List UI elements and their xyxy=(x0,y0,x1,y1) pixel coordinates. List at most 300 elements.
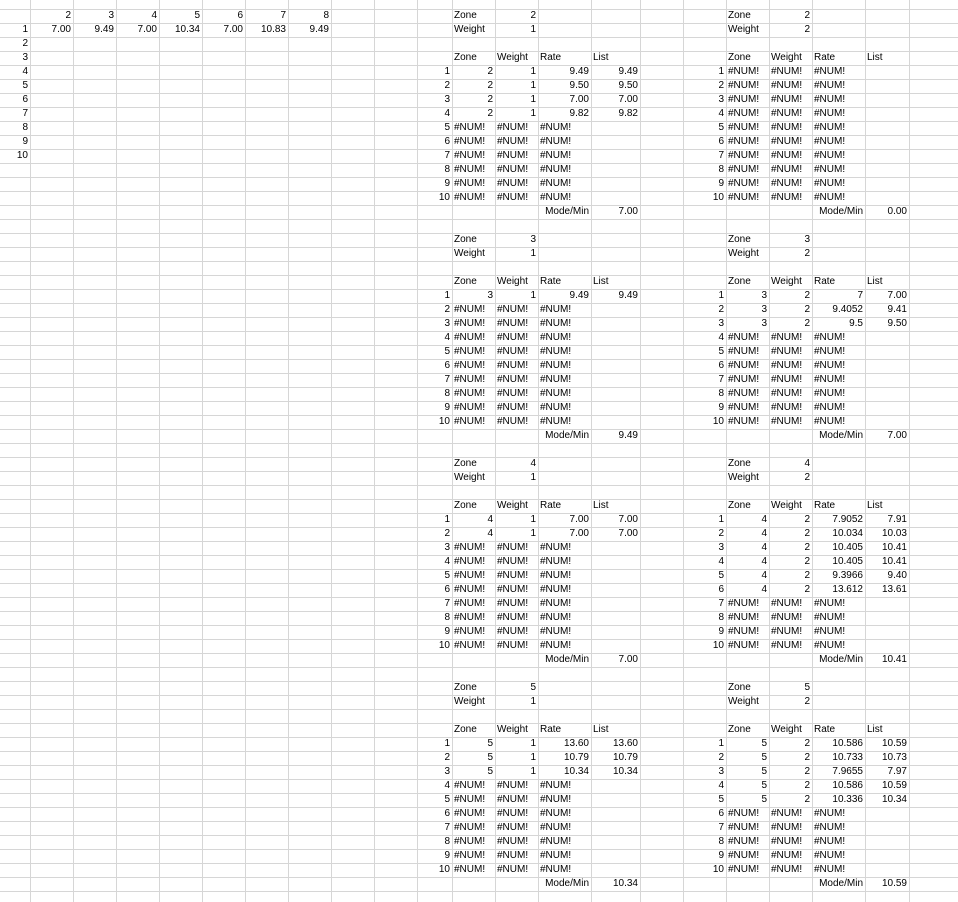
zone-cell[interactable]: #NUM! xyxy=(728,808,760,819)
row-index-cell[interactable]: 8 xyxy=(444,612,450,623)
row-index-cell[interactable]: 2 xyxy=(718,80,724,91)
weight-cell[interactable]: #NUM! xyxy=(771,80,803,91)
mode-min-label[interactable]: Mode/Min xyxy=(819,206,863,217)
zone-cell[interactable]: 4 xyxy=(487,514,493,525)
zone-cell[interactable]: #NUM! xyxy=(728,80,760,91)
rate-cell[interactable]: #NUM! xyxy=(540,822,572,833)
zone-cell[interactable]: #NUM! xyxy=(454,584,486,595)
rate-cell[interactable]: 7.00 xyxy=(569,528,589,539)
list-cell[interactable]: 9.50 xyxy=(618,80,638,91)
zone-cell[interactable]: #NUM! xyxy=(728,402,760,413)
rate-cell[interactable]: 7 xyxy=(857,290,863,301)
row-index-cell[interactable]: 5 xyxy=(718,794,724,805)
row-index-cell[interactable]: 10 xyxy=(438,640,450,651)
zone-cell[interactable]: #NUM! xyxy=(728,94,760,105)
rate-cell[interactable]: #NUM! xyxy=(814,640,846,651)
list-cell[interactable]: 7.91 xyxy=(887,514,907,525)
rate-cell[interactable]: #NUM! xyxy=(814,122,846,133)
rate-cell[interactable]: #NUM! xyxy=(540,556,572,567)
header-cell[interactable]: 2 xyxy=(65,10,71,21)
row-index-cell[interactable]: 8 xyxy=(718,836,724,847)
zone-label[interactable]: Zone xyxy=(728,458,751,469)
list-cell[interactable]: 9.41 xyxy=(887,304,907,315)
zone-cell[interactable]: #NUM! xyxy=(728,150,760,161)
rate-cell[interactable]: #NUM! xyxy=(814,80,846,91)
zone-cell[interactable]: #NUM! xyxy=(728,836,760,847)
row-index-cell[interactable]: 2 xyxy=(718,752,724,763)
list-cell[interactable]: 10.73 xyxy=(881,752,907,763)
weight-cell[interactable]: 2 xyxy=(804,766,810,777)
zone-cell[interactable]: #NUM! xyxy=(454,304,486,315)
list-cell[interactable]: 10.41 xyxy=(881,556,907,567)
weight-cell[interactable]: #NUM! xyxy=(497,794,529,805)
weight-cell[interactable]: 2 xyxy=(804,304,810,315)
weight-value[interactable]: 2 xyxy=(804,696,810,707)
row-index-cell[interactable]: 9 xyxy=(718,626,724,637)
row-index-cell[interactable]: 9 xyxy=(718,178,724,189)
weight-cell[interactable]: #NUM! xyxy=(771,122,803,133)
rate-cell[interactable]: 9.5 xyxy=(849,318,863,329)
zone-cell[interactable]: #NUM! xyxy=(454,150,486,161)
zone-cell[interactable]: #NUM! xyxy=(728,850,760,861)
weight-cell[interactable]: #NUM! xyxy=(771,626,803,637)
weight-cell[interactable]: #NUM! xyxy=(497,360,529,371)
zone-cell[interactable]: #NUM! xyxy=(454,598,486,609)
mode-min-value[interactable]: 7.00 xyxy=(887,430,907,441)
row-index-cell[interactable]: 10 xyxy=(712,640,724,651)
rate-cell[interactable]: 10.733 xyxy=(832,752,863,763)
weight-cell[interactable]: #NUM! xyxy=(771,598,803,609)
rate-cell[interactable]: #NUM! xyxy=(814,612,846,623)
weight-cell[interactable]: #NUM! xyxy=(497,178,529,189)
zone-cell[interactable]: #NUM! xyxy=(454,332,486,343)
mode-min-value[interactable]: 10.59 xyxy=(881,878,907,889)
row-index-cell[interactable]: 6 xyxy=(444,808,450,819)
zone-cell[interactable]: 5 xyxy=(761,780,767,791)
zone-cell[interactable]: #NUM! xyxy=(454,192,486,203)
weight-cell[interactable]: #NUM! xyxy=(771,850,803,861)
rate-cell[interactable]: #NUM! xyxy=(814,374,846,385)
zone-cell[interactable]: 2 xyxy=(487,80,493,91)
weight-cell[interactable]: #NUM! xyxy=(771,178,803,189)
row-index-cell[interactable]: 1 xyxy=(718,66,724,77)
weight-cell[interactable]: #NUM! xyxy=(771,346,803,357)
zone-column-header[interactable]: Zone xyxy=(728,500,751,511)
mode-min-label[interactable]: Mode/Min xyxy=(545,430,589,441)
zone-cell[interactable]: #NUM! xyxy=(728,598,760,609)
mode-min-label[interactable]: Mode/Min xyxy=(545,878,589,889)
row-index-cell[interactable]: 10 xyxy=(438,416,450,427)
zone-cell[interactable]: #NUM! xyxy=(454,178,486,189)
weight-cell[interactable]: #NUM! xyxy=(497,626,529,637)
row-number-cell[interactable]: 7 xyxy=(22,108,28,119)
zone-cell[interactable]: #NUM! xyxy=(454,836,486,847)
weight-cell[interactable]: #NUM! xyxy=(771,640,803,651)
zone-cell[interactable]: #NUM! xyxy=(728,822,760,833)
list-cell[interactable]: 10.59 xyxy=(881,780,907,791)
zone-label[interactable]: Zone xyxy=(454,234,477,245)
weight-cell[interactable]: #NUM! xyxy=(497,136,529,147)
row-index-cell[interactable]: 10 xyxy=(438,864,450,875)
weight-column-header[interactable]: Weight xyxy=(497,500,528,511)
value-cell[interactable]: 10.83 xyxy=(260,24,286,35)
weight-cell[interactable]: #NUM! xyxy=(497,150,529,161)
rate-cell[interactable]: #NUM! xyxy=(540,542,572,553)
zone-cell[interactable]: 3 xyxy=(487,290,493,301)
weight-cell[interactable]: #NUM! xyxy=(771,150,803,161)
rate-cell[interactable]: 10.79 xyxy=(563,752,589,763)
weight-column-header[interactable]: Weight xyxy=(497,276,528,287)
rate-cell[interactable]: 7.00 xyxy=(569,94,589,105)
rate-cell[interactable]: #NUM! xyxy=(540,360,572,371)
weight-cell[interactable]: #NUM! xyxy=(497,542,529,553)
weight-cell[interactable]: #NUM! xyxy=(771,360,803,371)
rate-cell[interactable]: #NUM! xyxy=(814,598,846,609)
list-cell[interactable]: 7.97 xyxy=(887,766,907,777)
zone-cell[interactable]: #NUM! xyxy=(454,570,486,581)
rate-cell[interactable]: #NUM! xyxy=(814,808,846,819)
row-number-cell[interactable]: 2 xyxy=(22,38,28,49)
weight-cell[interactable]: #NUM! xyxy=(771,822,803,833)
rate-cell[interactable]: 9.49 xyxy=(569,290,589,301)
mode-min-label[interactable]: Mode/Min xyxy=(819,654,863,665)
list-cell[interactable]: 10.59 xyxy=(881,738,907,749)
rate-cell[interactable]: #NUM! xyxy=(540,864,572,875)
weight-cell[interactable]: #NUM! xyxy=(771,66,803,77)
list-cell[interactable]: 7.00 xyxy=(618,94,638,105)
mode-min-label[interactable]: Mode/Min xyxy=(819,878,863,889)
row-index-cell[interactable]: 6 xyxy=(718,808,724,819)
list-cell[interactable]: 7.00 xyxy=(887,290,907,301)
weight-cell[interactable]: #NUM! xyxy=(497,584,529,595)
row-index-cell[interactable]: 6 xyxy=(444,584,450,595)
row-index-cell[interactable]: 8 xyxy=(718,164,724,175)
zone-cell[interactable]: #NUM! xyxy=(454,402,486,413)
weight-cell[interactable]: #NUM! xyxy=(771,374,803,385)
row-index-cell[interactable]: 9 xyxy=(444,402,450,413)
header-cell[interactable]: 5 xyxy=(194,10,200,21)
rate-cell[interactable]: 9.49 xyxy=(569,66,589,77)
zone-cell[interactable]: 4 xyxy=(761,556,767,567)
row-index-cell[interactable]: 6 xyxy=(718,584,724,595)
rate-cell[interactable]: #NUM! xyxy=(540,150,572,161)
zone-label[interactable]: Zone xyxy=(728,234,751,245)
row-index-cell[interactable]: 10 xyxy=(712,864,724,875)
rate-cell[interactable]: #NUM! xyxy=(814,360,846,371)
row-index-cell[interactable]: 3 xyxy=(718,766,724,777)
weight-cell[interactable]: 1 xyxy=(530,766,536,777)
rate-column-header[interactable]: Rate xyxy=(540,276,562,287)
row-index-cell[interactable]: 3 xyxy=(718,318,724,329)
row-index-cell[interactable]: 2 xyxy=(444,80,450,91)
row-index-cell[interactable]: 4 xyxy=(718,556,724,567)
list-column-header[interactable]: List xyxy=(867,52,883,63)
rate-cell[interactable]: #NUM! xyxy=(814,836,846,847)
value-cell[interactable]: 10.34 xyxy=(174,24,200,35)
row-index-cell[interactable]: 1 xyxy=(718,290,724,301)
weight-cell[interactable]: 1 xyxy=(530,738,536,749)
row-index-cell[interactable]: 7 xyxy=(718,150,724,161)
zone-cell[interactable]: #NUM! xyxy=(728,612,760,623)
row-index-cell[interactable]: 9 xyxy=(444,626,450,637)
row-index-cell[interactable]: 9 xyxy=(718,402,724,413)
weight-label[interactable]: Weight xyxy=(454,696,485,707)
row-index-cell[interactable]: 1 xyxy=(718,514,724,525)
zone-cell[interactable]: #NUM! xyxy=(454,416,486,427)
rate-cell[interactable]: #NUM! xyxy=(540,598,572,609)
zone-cell[interactable]: #NUM! xyxy=(454,822,486,833)
list-cell[interactable]: 9.40 xyxy=(887,570,907,581)
row-number-cell[interactable]: 6 xyxy=(22,94,28,105)
row-index-cell[interactable]: 4 xyxy=(718,108,724,119)
zone-cell[interactable]: #NUM! xyxy=(728,626,760,637)
row-index-cell[interactable]: 3 xyxy=(444,318,450,329)
weight-cell[interactable]: #NUM! xyxy=(497,416,529,427)
weight-cell[interactable]: #NUM! xyxy=(771,402,803,413)
weight-cell[interactable]: #NUM! xyxy=(771,332,803,343)
row-index-cell[interactable]: 3 xyxy=(444,542,450,553)
zone-column-header[interactable]: Zone xyxy=(454,276,477,287)
weight-cell[interactable]: 2 xyxy=(804,542,810,553)
weight-cell[interactable]: #NUM! xyxy=(771,808,803,819)
weight-label[interactable]: Weight xyxy=(728,248,759,259)
zone-label[interactable]: Zone xyxy=(454,458,477,469)
row-index-cell[interactable]: 1 xyxy=(444,738,450,749)
value-cell[interactable]: 7.00 xyxy=(223,24,243,35)
rate-column-header[interactable]: Rate xyxy=(540,52,562,63)
rate-cell[interactable]: #NUM! xyxy=(814,150,846,161)
row-index-cell[interactable]: 2 xyxy=(444,528,450,539)
weight-cell[interactable]: #NUM! xyxy=(497,402,529,413)
row-number-cell[interactable]: 5 xyxy=(22,80,28,91)
zone-cell[interactable]: 5 xyxy=(487,766,493,777)
weight-cell[interactable]: #NUM! xyxy=(771,136,803,147)
row-index-cell[interactable]: 8 xyxy=(718,612,724,623)
weight-cell[interactable]: #NUM! xyxy=(497,640,529,651)
weight-cell[interactable]: #NUM! xyxy=(771,416,803,427)
rate-cell[interactable]: #NUM! xyxy=(814,178,846,189)
rate-cell[interactable]: 10.405 xyxy=(832,542,863,553)
zone-cell[interactable]: 4 xyxy=(761,542,767,553)
rate-cell[interactable]: #NUM! xyxy=(814,388,846,399)
zone-cell[interactable]: #NUM! xyxy=(728,864,760,875)
rate-cell[interactable]: 9.3966 xyxy=(832,570,863,581)
row-index-cell[interactable]: 3 xyxy=(444,94,450,105)
list-cell[interactable]: 7.00 xyxy=(618,528,638,539)
weight-cell[interactable]: #NUM! xyxy=(771,164,803,175)
weight-cell[interactable]: 2 xyxy=(804,780,810,791)
zone-cell[interactable]: #NUM! xyxy=(454,374,486,385)
rate-cell[interactable]: #NUM! xyxy=(814,136,846,147)
rate-cell[interactable]: #NUM! xyxy=(814,94,846,105)
row-index-cell[interactable]: 5 xyxy=(718,570,724,581)
zone-cell[interactable]: #NUM! xyxy=(454,164,486,175)
rate-cell[interactable]: #NUM! xyxy=(540,178,572,189)
weight-cell[interactable]: 2 xyxy=(804,584,810,595)
row-index-cell[interactable]: 2 xyxy=(444,304,450,315)
list-column-header[interactable]: List xyxy=(867,500,883,511)
weight-cell[interactable]: #NUM! xyxy=(497,388,529,399)
rate-cell[interactable]: #NUM! xyxy=(540,192,572,203)
row-index-cell[interactable]: 1 xyxy=(444,66,450,77)
rate-cell[interactable]: 10.586 xyxy=(832,780,863,791)
row-index-cell[interactable]: 6 xyxy=(718,136,724,147)
row-index-cell[interactable]: 7 xyxy=(444,598,450,609)
zone-cell[interactable]: #NUM! xyxy=(454,136,486,147)
zone-cell[interactable]: #NUM! xyxy=(454,542,486,553)
row-index-cell[interactable]: 7 xyxy=(444,374,450,385)
weight-cell[interactable]: #NUM! xyxy=(497,822,529,833)
weight-cell[interactable]: 1 xyxy=(530,94,536,105)
zone-cell[interactable]: #NUM! xyxy=(454,388,486,399)
row-index-cell[interactable]: 7 xyxy=(718,598,724,609)
mode-min-label[interactable]: Mode/Min xyxy=(545,654,589,665)
zone-value[interactable]: 4 xyxy=(530,458,536,469)
rate-cell[interactable]: #NUM! xyxy=(540,640,572,651)
rate-column-header[interactable]: Rate xyxy=(814,724,836,735)
header-cell[interactable]: 7 xyxy=(280,10,286,21)
rate-cell[interactable]: #NUM! xyxy=(540,808,572,819)
weight-cell[interactable]: 2 xyxy=(804,738,810,749)
zone-column-header[interactable]: Zone xyxy=(728,724,751,735)
header-cell[interactable]: 3 xyxy=(108,10,114,21)
rate-cell[interactable]: 9.82 xyxy=(569,108,589,119)
rate-cell[interactable]: 9.4052 xyxy=(832,304,863,315)
value-cell[interactable]: 9.49 xyxy=(309,24,329,35)
list-cell[interactable]: 9.49 xyxy=(618,66,638,77)
rate-cell[interactable]: 7.9052 xyxy=(832,514,863,525)
weight-cell[interactable]: #NUM! xyxy=(497,192,529,203)
zone-cell[interactable]: 5 xyxy=(761,738,767,749)
zone-cell[interactable]: 4 xyxy=(761,584,767,595)
zone-cell[interactable]: #NUM! xyxy=(454,808,486,819)
list-cell[interactable]: 9.50 xyxy=(887,318,907,329)
row-index-cell[interactable]: 5 xyxy=(444,346,450,357)
rate-cell[interactable]: #NUM! xyxy=(540,374,572,385)
list-cell[interactable]: 10.41 xyxy=(881,542,907,553)
row-index-cell[interactable]: 10 xyxy=(712,416,724,427)
rate-cell[interactable]: #NUM! xyxy=(540,850,572,861)
mode-min-value[interactable]: 7.00 xyxy=(618,654,638,665)
weight-cell[interactable]: 1 xyxy=(530,108,536,119)
zone-cell[interactable]: #NUM! xyxy=(454,360,486,371)
weight-value[interactable]: 1 xyxy=(530,472,536,483)
zone-cell[interactable]: 3 xyxy=(761,290,767,301)
row-index-cell[interactable]: 4 xyxy=(444,556,450,567)
weight-cell[interactable]: #NUM! xyxy=(497,346,529,357)
row-index-cell[interactable]: 10 xyxy=(712,192,724,203)
zone-cell[interactable]: #NUM! xyxy=(454,612,486,623)
weight-cell[interactable]: 2 xyxy=(804,318,810,329)
row-index-cell[interactable]: 5 xyxy=(444,794,450,805)
weight-cell[interactable]: #NUM! xyxy=(771,94,803,105)
weight-cell[interactable]: #NUM! xyxy=(497,850,529,861)
zone-cell[interactable]: 2 xyxy=(487,94,493,105)
rate-cell[interactable]: #NUM! xyxy=(540,388,572,399)
rate-cell[interactable]: #NUM! xyxy=(814,822,846,833)
mode-min-value[interactable]: 7.00 xyxy=(618,206,638,217)
zone-label[interactable]: Zone xyxy=(728,10,751,21)
weight-cell[interactable]: #NUM! xyxy=(497,164,529,175)
zone-cell[interactable]: 5 xyxy=(761,794,767,805)
rate-cell[interactable]: #NUM! xyxy=(540,318,572,329)
rate-cell[interactable]: #NUM! xyxy=(540,416,572,427)
row-index-cell[interactable]: 9 xyxy=(718,850,724,861)
zone-cell[interactable]: #NUM! xyxy=(728,178,760,189)
row-number-cell[interactable]: 1 xyxy=(22,24,28,35)
rate-column-header[interactable]: Rate xyxy=(814,52,836,63)
zone-cell[interactable]: #NUM! xyxy=(728,416,760,427)
row-index-cell[interactable]: 4 xyxy=(718,332,724,343)
rate-cell[interactable]: 10.336 xyxy=(832,794,863,805)
list-cell[interactable]: 7.00 xyxy=(618,514,638,525)
weight-cell[interactable]: #NUM! xyxy=(497,122,529,133)
rate-cell[interactable]: 7.00 xyxy=(569,514,589,525)
weight-cell[interactable]: 1 xyxy=(530,290,536,301)
weight-cell[interactable]: 1 xyxy=(530,514,536,525)
rate-column-header[interactable]: Rate xyxy=(814,500,836,511)
zone-cell[interactable]: #NUM! xyxy=(454,556,486,567)
zone-label[interactable]: Zone xyxy=(728,682,751,693)
zone-value[interactable]: 5 xyxy=(530,682,536,693)
zone-column-header[interactable]: Zone xyxy=(454,724,477,735)
value-cell[interactable]: 7.00 xyxy=(137,24,157,35)
mode-min-label[interactable]: Mode/Min xyxy=(545,206,589,217)
zone-value[interactable]: 4 xyxy=(804,458,810,469)
row-index-cell[interactable]: 8 xyxy=(718,388,724,399)
rate-cell[interactable]: 10.405 xyxy=(832,556,863,567)
zone-value[interactable]: 2 xyxy=(530,10,536,21)
row-index-cell[interactable]: 7 xyxy=(718,822,724,833)
row-index-cell[interactable]: 7 xyxy=(444,822,450,833)
weight-cell[interactable]: #NUM! xyxy=(497,780,529,791)
zone-label[interactable]: Zone xyxy=(454,682,477,693)
zone-column-header[interactable]: Zone xyxy=(454,52,477,63)
rate-cell[interactable]: #NUM! xyxy=(814,164,846,175)
row-index-cell[interactable]: 8 xyxy=(444,836,450,847)
rate-cell[interactable]: #NUM! xyxy=(540,136,572,147)
mode-min-label[interactable]: Mode/Min xyxy=(819,430,863,441)
mode-min-value[interactable]: 10.41 xyxy=(881,654,907,665)
row-number-cell[interactable]: 3 xyxy=(22,52,28,63)
row-index-cell[interactable]: 6 xyxy=(444,136,450,147)
zone-cell[interactable]: #NUM! xyxy=(728,122,760,133)
list-cell[interactable]: 10.03 xyxy=(881,528,907,539)
zone-column-header[interactable]: Zone xyxy=(454,500,477,511)
zone-cell[interactable]: 5 xyxy=(761,766,767,777)
rate-cell[interactable]: 9.50 xyxy=(569,80,589,91)
zone-cell[interactable]: #NUM! xyxy=(728,360,760,371)
zone-cell[interactable]: 5 xyxy=(761,752,767,763)
weight-cell[interactable]: #NUM! xyxy=(497,612,529,623)
zone-cell[interactable]: #NUM! xyxy=(728,192,760,203)
weight-cell[interactable]: #NUM! xyxy=(497,374,529,385)
weight-cell[interactable]: 2 xyxy=(804,752,810,763)
zone-cell[interactable]: #NUM! xyxy=(728,346,760,357)
row-index-cell[interactable]: 5 xyxy=(444,570,450,581)
weight-cell[interactable]: #NUM! xyxy=(497,864,529,875)
rate-cell[interactable]: #NUM! xyxy=(814,66,846,77)
rate-cell[interactable]: #NUM! xyxy=(540,346,572,357)
rate-cell[interactable]: 10.34 xyxy=(563,766,589,777)
row-index-cell[interactable]: 6 xyxy=(718,360,724,371)
list-cell[interactable]: 9.49 xyxy=(618,290,638,301)
weight-value[interactable]: 2 xyxy=(804,24,810,35)
list-cell[interactable]: 13.60 xyxy=(612,738,638,749)
weight-column-header[interactable]: Weight xyxy=(771,500,802,511)
zone-cell[interactable]: #NUM! xyxy=(728,388,760,399)
rate-cell[interactable]: #NUM! xyxy=(814,850,846,861)
